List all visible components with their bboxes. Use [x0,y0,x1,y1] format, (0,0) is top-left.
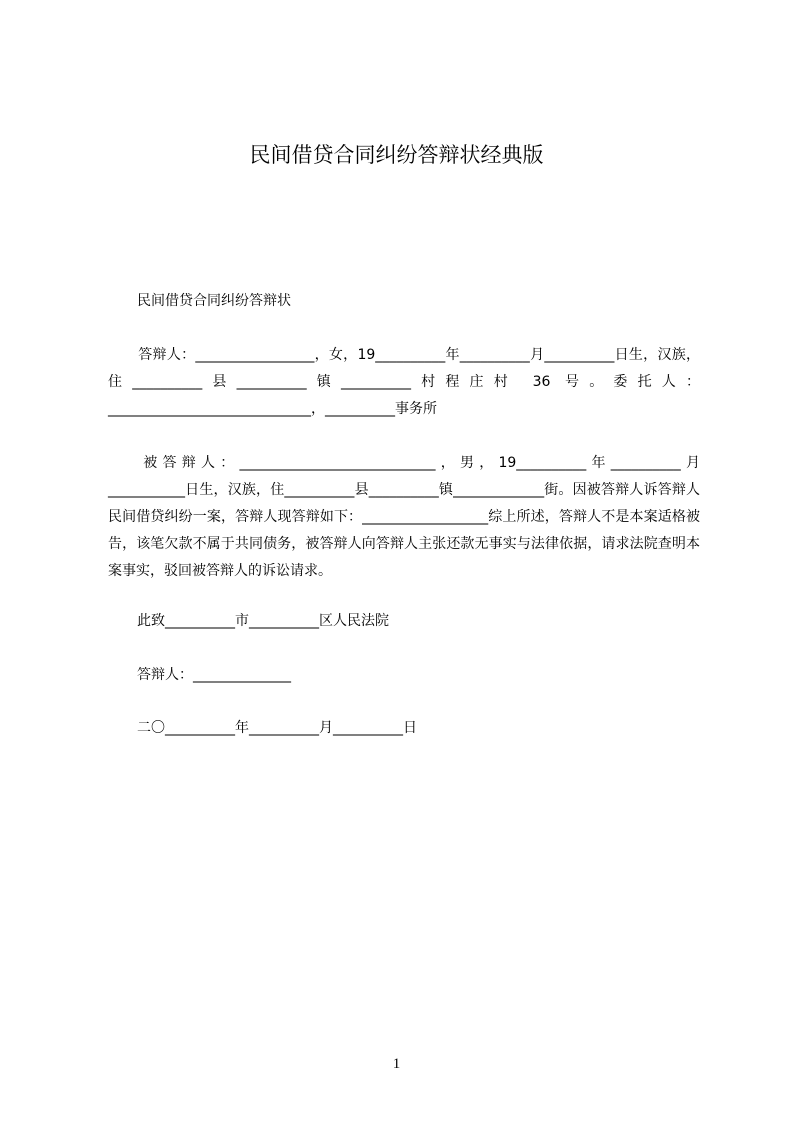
plaintiff-text: 被答辩人：____________________________，男，19__________年__________月___________日生，汉族，住__________县__________镇_____________街。因被答辩人诉答辩人民间借贷纠纷一案，答辩人现答辩如下：__________________综上所述，答辩人不是本案适格被告，该笔欠款不属于共同债务，被答辩人向答辩人主张还款无事实与法律依据，请求法院查明本案事实，驳回被答辩人的诉讼请求。 [108,455,700,579]
addressee-line: 此致__________市__________区人民法院 [137,613,389,629]
date-line: 二〇__________年__________月__________日 [137,720,417,736]
signature-line: 答辩人：______________ [137,667,291,683]
respondent-text: 答辩人：_________________，女，19__________年__________月__________日生，汉族，住__________县__________镇__________村程庄村 36 号。委托人：_____________________________，__________事务所 [108,347,700,417]
section-title: 民间借贷合同纠纷答辩状 [137,293,291,309]
plaintiff-paragraph [108,450,700,585]
document-title: 民间借贷合同纠纷答辩状经典版 [249,143,544,167]
respondent-paragraph [108,342,700,423]
page-number: 1 [392,1056,401,1072]
